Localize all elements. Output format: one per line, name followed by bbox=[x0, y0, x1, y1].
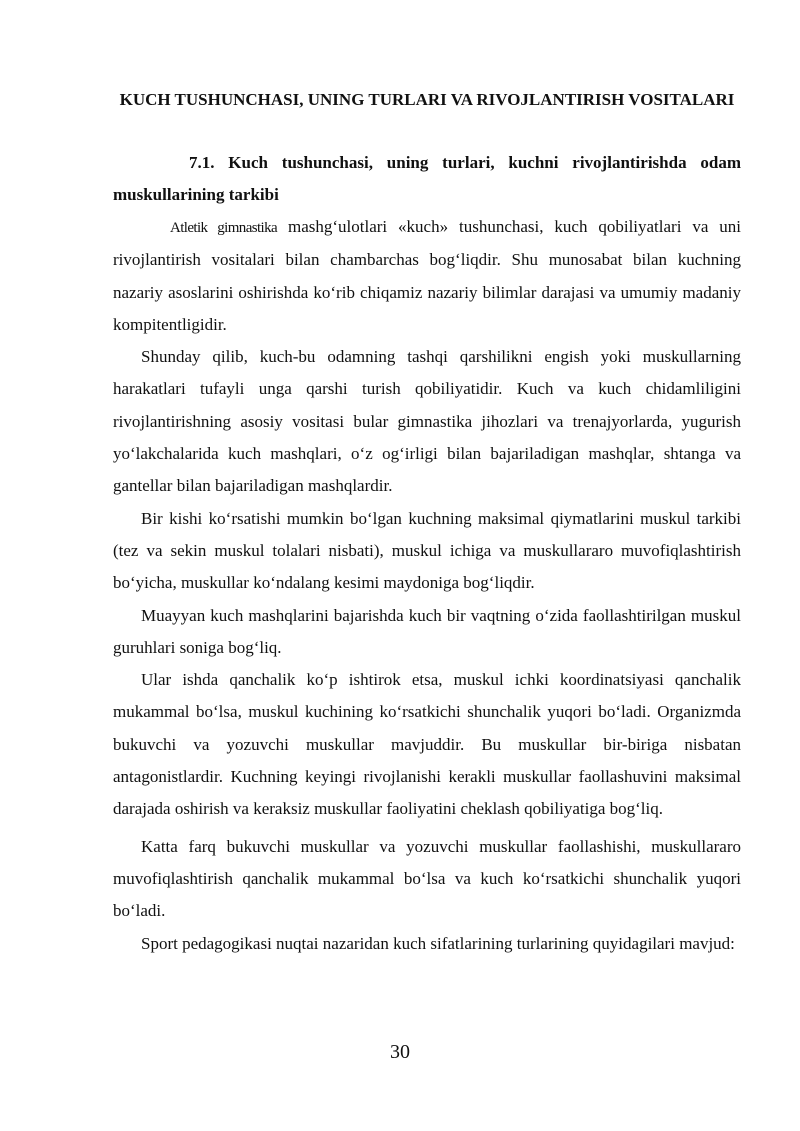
paragraph-1 bbox=[113, 211, 741, 341]
paragraph-1-text: mashg‘ulotlari «kuch» tushunchasi, kuch qobiliyatlari va uni rivojlantirish vositalari bilan chambarchas bog‘liqdir. Shu munosabat bilan kuchning nazariy asoslarini oshirishda ko‘rib chiqamiz nazariy bilimlar darajasi va umumiy madaniy kompitentligidir. bbox=[113, 217, 741, 334]
paragraph-2: Shunday qilib, kuch-bu odamning tashqi qarshilikni engish yoki muskullarning harakatlari tufayli unga qarshi turish qobiliyatidir. Kuch va kuch chidamliligini rivojlantirishning asosiy vositasi bular gimnastika jihozlari va trenajyorlarda, yugurish yo‘lakchalarida kuch mashqlari, o‘z og‘irligi bilan bajariladigan mashqlar, shtanga va gantellar bilan bajariladigan mashqlardir. bbox=[113, 347, 741, 496]
section-heading: 7.1. Kuch tushunchasi, uning turlari, kuchni rivojlantirishda odam muskullarining tarkibi bbox=[113, 153, 741, 204]
paragraph-4: Muayyan kuch mashqlarini bajarishda kuch bir vaqtning o‘zida faollashtirilgan muskul guruhlari soniga bog‘liq. bbox=[113, 605, 741, 657]
chapter-title: KUCH TUSHUNCHASI, UNING TURLARI VA RIVOJLANTIRISH VOSITALARI bbox=[119, 90, 735, 109]
paragraph-1-lead: Atletik gimnastika bbox=[170, 220, 278, 236]
paragraph-5: Ular ishda qanchalik ko‘p ishtirok etsa, muskul ichki koordinatsiyasi qanchalik mukammal bo‘lsa, muskul kuchining ko‘rsatkichi shunchalik yuqori bo‘ladi. Organizmda bukuvchi va yozuvchi muskullar mavjuddir. Bu muskullar bir-biriga nisbatan antagonistlardir. Kuchning keyingi rivojlanishi kerakli muskullar faollashuvini maksimal darajada oshirish va keraksiz muskullar faoliyatini cheklash qobiliyatiga bog‘liq. bbox=[113, 670, 741, 819]
body-text bbox=[113, 211, 741, 960]
paragraph-6: Katta farq bukuvchi muskullar va yozuvchi muskullar faollashishi, muskullararo muvofiqlashtirish qanchalik mukammal bo‘lsa va kuch ko‘rsatkichi shunchalik yuqori bo‘ladi. bbox=[113, 836, 741, 921]
page-number: 30 bbox=[390, 1041, 410, 1063]
paragraph-3: Bir kishi ko‘rsatishi mumkin bo‘lgan kuchning maksimal qiymatlarini muskul tarkibi (tez va sekin muskul tolalari nisbati), muskul ichiga va muskullararo muvofiqlashtirish bo‘yicha, muskullar ko‘ndalang kesimi maydoniga bog‘liqdir. bbox=[113, 508, 741, 593]
paragraph-7: Sport pedagogikasi nuqtai nazaridan kuch sifatlarining turlarining quyidagilari mavjud: bbox=[141, 933, 735, 953]
